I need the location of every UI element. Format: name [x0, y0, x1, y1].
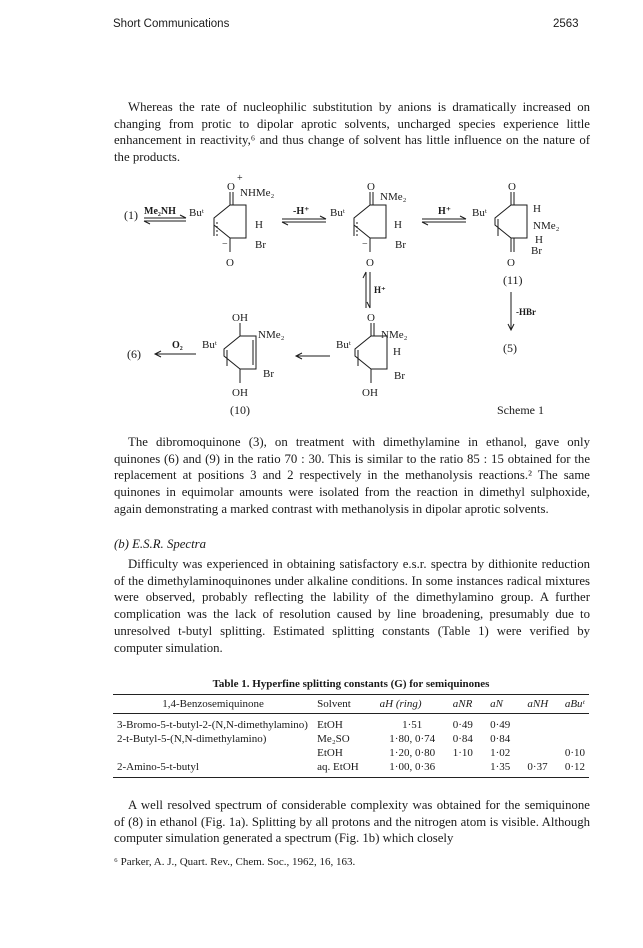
table-cell: [523, 714, 560, 733]
running-header: Short Communications: [113, 18, 230, 30]
paragraph-dibromoquinone-text: The dibromoquinone (3), on treatment with dimethylamine in ethanol, gave only quinones (6) and (9) in the ratio 70 : 30. This is similar to the ratio 85 : 15 obtained for the replacement at positions 3 and 2 respectively in the methanolysis reactions.² The same quinones in equimolar amounts were isolated from the reaction in dimethyl sulphoxide, again demonstrating a marked contrast with methanolysis in dipolar aprotic solvents.: [114, 435, 590, 516]
structure-10: [224, 323, 256, 383]
arrow-label: H⁺: [374, 285, 386, 295]
nme2-label: NMe₂: [533, 220, 560, 232]
paragraph-esr: [114, 556, 590, 656]
minus-charge: −: [362, 239, 368, 250]
table-cell: [113, 746, 313, 760]
table-cell: EtOH: [317, 719, 343, 731]
arrow-label: -H⁺: [293, 206, 310, 217]
table-cell: 0·49: [452, 719, 473, 731]
table-caption: Table 1. Hyperfine splitting constants (G) for semiquinones: [212, 678, 490, 690]
oxygen-label: O: [367, 181, 375, 193]
structure-zwitterion: [214, 192, 246, 252]
hydroxyl-label: OH: [362, 387, 378, 399]
hydroxyl-label: OH: [232, 312, 248, 324]
arrow-label: O₂: [172, 340, 183, 351]
table-row: [113, 746, 589, 760]
step-number: (1): [124, 208, 138, 222]
hydrogen-label: H: [535, 234, 543, 246]
oxygen-label: O: [367, 312, 375, 324]
bromine-label: Br: [395, 239, 406, 251]
table-cell: 1·20, 0·80: [389, 747, 436, 759]
compound-10-label: (10): [230, 403, 250, 417]
table-cell: aq. EtOH: [313, 760, 375, 778]
table-cell: [449, 760, 486, 778]
table-cell: [561, 732, 589, 746]
col-header: 1,4-Benzosemiquinone: [113, 695, 313, 714]
table-cell: 1·80, 0·74: [389, 733, 436, 745]
table-cell: 3-Bromo-5-t-butyl-2-(N,N-dimethylamino): [117, 719, 308, 731]
paragraph-intro-text: Whereas the rate of nucleophilic substitution by anions is dramatically increased on changing from protic to dipolar aprotic solvents, uncharged species experience little enhancement in reactivity,⁶ and thus change of solvent has little influence on the nature of the products.: [114, 100, 590, 165]
hydrogen-label: H: [394, 219, 402, 231]
compound-11-label: (11): [503, 273, 523, 287]
arrow-label: H⁺: [438, 206, 452, 217]
hydrogen-label: H: [533, 203, 541, 215]
table-cell: 0·37: [523, 760, 560, 778]
hydrogen-label: H: [393, 346, 401, 358]
hydrogen-label: H: [255, 219, 263, 231]
table-cell: Me₂SO: [317, 733, 350, 745]
paragraph-spectrum: [114, 797, 590, 847]
table-row: [113, 760, 589, 778]
table-header-row: [113, 695, 589, 714]
table-cell: [561, 714, 589, 733]
col-header: aBuᵗ: [561, 695, 589, 714]
col-header: aNH: [523, 695, 560, 714]
reagent-label: Me₂NH: [144, 206, 176, 217]
table-cell: 0·12: [561, 760, 589, 778]
bromine-label: Br: [263, 368, 274, 380]
table-cell: [523, 732, 560, 746]
table-cell: 1·35: [486, 760, 523, 778]
nme2-label: NMe₂: [380, 191, 407, 203]
table-cell: 2-t-Butyl-5-(N,N-dimethylamino): [117, 733, 267, 745]
nhme2-label: NHMe₂: [240, 187, 275, 199]
table-cell: 1·00, 0·36: [376, 760, 449, 778]
nme2-label: NMe₂: [381, 329, 408, 341]
hydroxyl-label: OH: [232, 387, 248, 399]
paragraph-esr-text: Difficulty was experienced in obtaining satisfactory e.s.r. spectra by dithionite reduction of the dimethylaminoquinones under alkaline conditions. In some instances radical mixtures were observed, probably reflecting the lability of the dimethylamino group. A further complication was the lack of resolution caused by line broadening, presumably due to unresolved t-butyl splitting. Estimated splitting constants (Table 1) were verified by computer simulation.: [114, 557, 590, 655]
oxygen-label: O: [226, 257, 234, 269]
table-cell: 0·49: [490, 719, 511, 731]
table-cell: 0·84: [452, 733, 473, 745]
table-row: [113, 732, 589, 746]
table-cell: 1·10: [452, 747, 473, 759]
hyperfine-table: [113, 694, 589, 778]
minus-charge: −: [222, 239, 228, 250]
nme2-label: NMe₂: [258, 329, 285, 341]
paragraph-dibromoquinone: [114, 434, 590, 518]
paragraph-spectrum-text: A well resolved spectrum of considerable complexity was obtained for the semiquinone of (8) in ethanol (Fig. 1a). Splitting by all protons and the nitrogen atom is visible. Although computer simulation generated a spectrum (Fig. 1b) which closely: [114, 798, 590, 846]
arrow-label: -HBr: [516, 307, 536, 317]
bromine-label: Br: [255, 239, 266, 251]
plus-charge: +: [237, 173, 243, 184]
oxygen-label: O: [227, 181, 235, 193]
tbutyl-label: Buᵗ: [202, 339, 217, 351]
footnote: ⁶ Parker, A. J., Quart. Rev., Chem. Soc., 1962, 16, 163.: [114, 856, 356, 868]
section-heading: (b) E.S.R. Spectra: [114, 537, 207, 551]
structure-11: [495, 192, 527, 252]
tbutyl-label: Buᵗ: [472, 207, 487, 219]
col-header: Solvent: [313, 695, 375, 714]
tbutyl-label: Buᵗ: [189, 207, 204, 219]
table-cell: [523, 746, 560, 760]
tbutyl-label: Buᵗ: [330, 207, 345, 219]
table-cell: 1·02: [490, 747, 511, 759]
page-number: 2563: [553, 18, 579, 30]
bromine-label: Br: [394, 370, 405, 382]
compound-5-label: (5): [503, 341, 517, 355]
col-header: aNR: [449, 695, 486, 714]
scheme-caption: Scheme 1: [497, 403, 544, 417]
table-cell: EtOH: [317, 747, 343, 759]
table-row: [113, 714, 589, 733]
tbutyl-label: Buᵗ: [336, 339, 351, 351]
table-cell: 1·51: [402, 719, 423, 731]
bromine-label: Br: [531, 245, 542, 257]
col-header: aN: [486, 695, 523, 714]
table-cell: 0·84: [490, 733, 511, 745]
compound-6-label: (6): [127, 347, 141, 361]
oxygen-label: O: [507, 257, 515, 269]
col-header: aH (ring): [376, 695, 449, 714]
table-cell: 0·10: [564, 747, 585, 759]
oxygen-label: O: [366, 257, 374, 269]
table-cell: 2-Amino-5-t-butyl: [113, 760, 313, 778]
oxygen-label: O: [508, 181, 516, 193]
